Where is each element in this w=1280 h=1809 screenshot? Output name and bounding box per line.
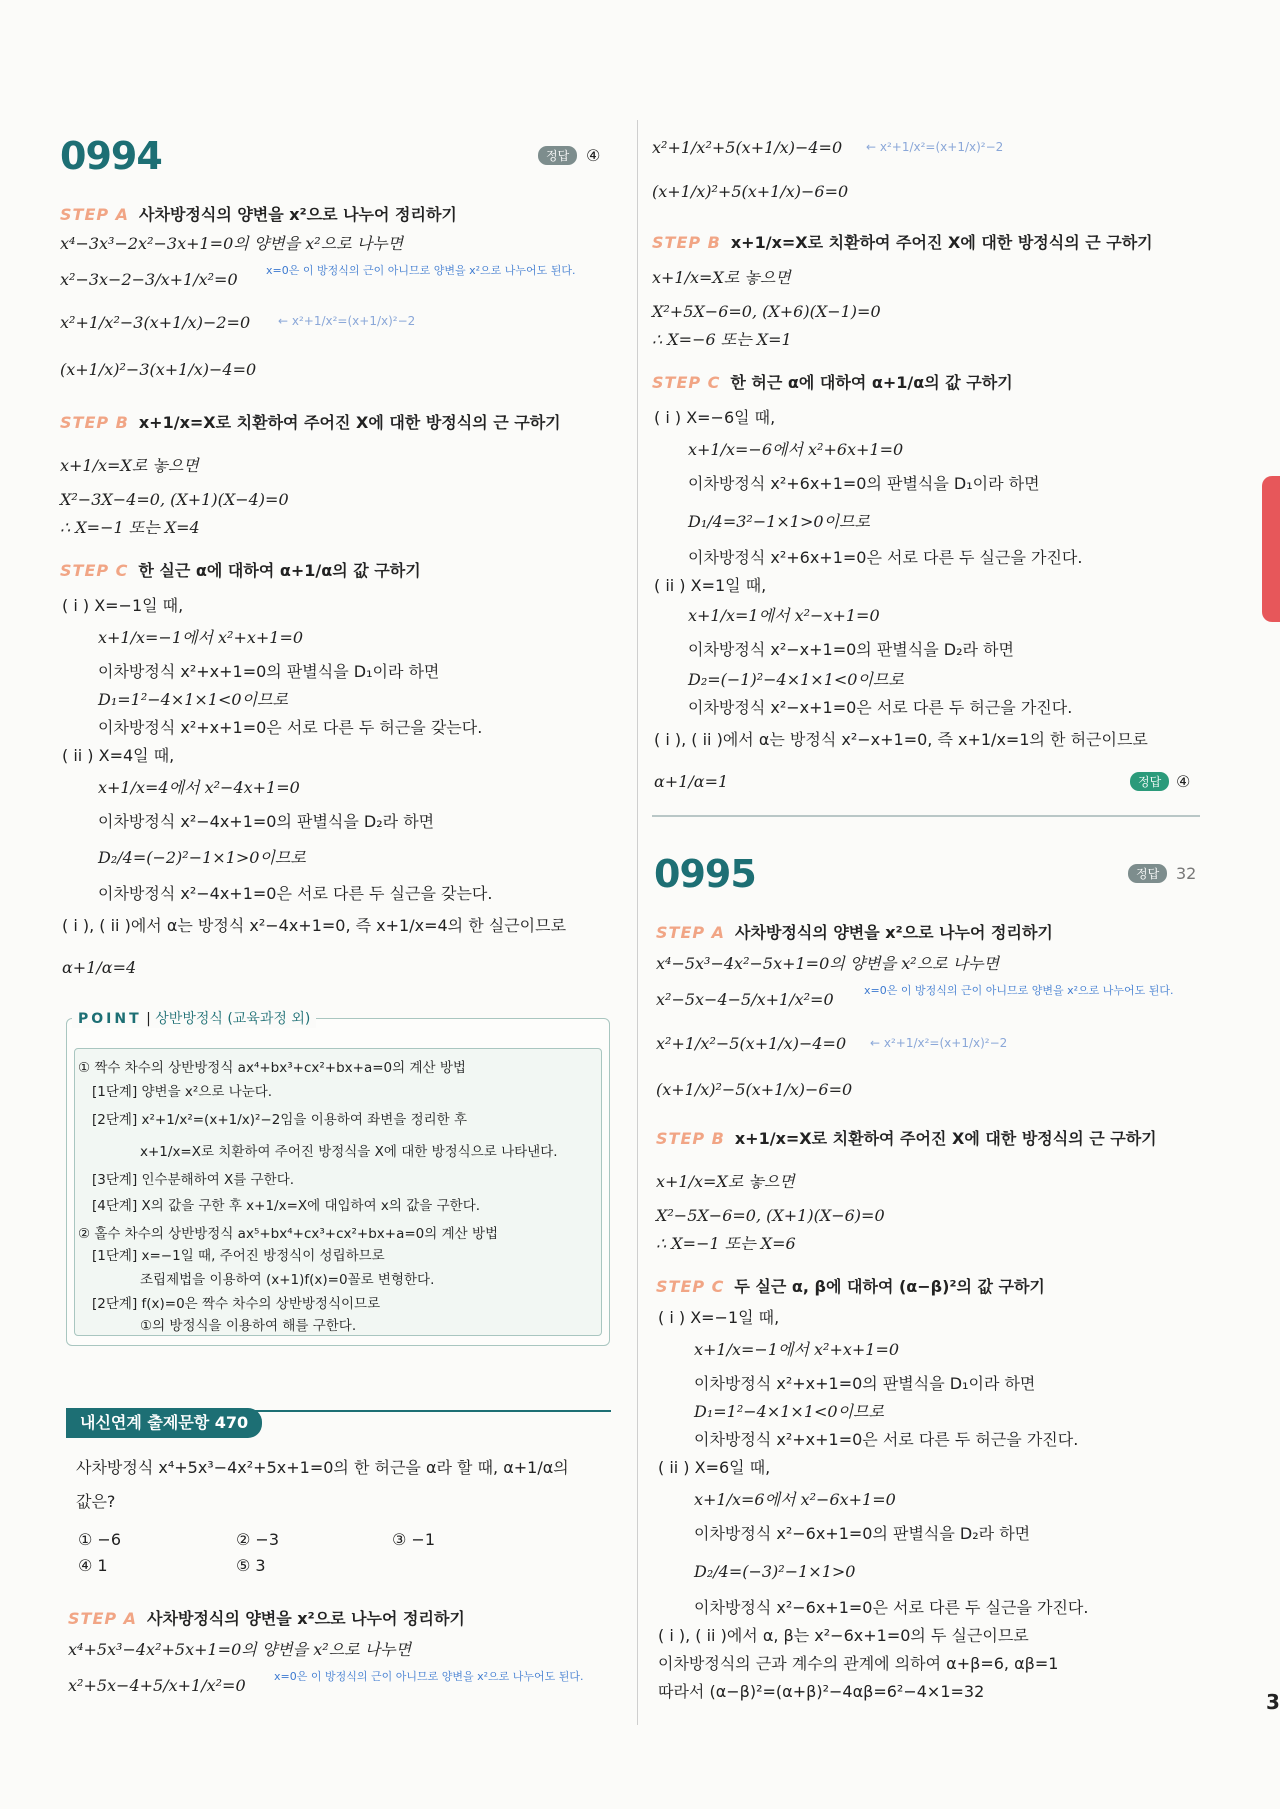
line: D₂/4=(−3)²−1×1>0 (694, 1562, 856, 1581)
point-line: [2단계] x²+1/x²=(x+1/x)²−2임을 이용하여 좌변을 정리한 후 (92, 1112, 468, 1128)
line: x+1/x=−6에서 x²+6x+1=0 (688, 440, 904, 459)
choice[interactable]: ⑤ 3 (236, 1556, 266, 1575)
line: 이차방정식 x²+6x+1=0은 서로 다른 두 실근을 가진다. (688, 548, 1083, 567)
line: 이차방정식 x²+x+1=0은 서로 다른 두 허근을 가진다. (694, 1430, 1079, 1449)
line: 따라서 (α−β)²=(α+β)²−4αβ=6²−4×1=32 (658, 1682, 985, 1701)
line: ( ii ) X=6일 때, (658, 1458, 771, 1477)
line: ( ii ) X=4일 때, (62, 746, 175, 765)
line: ( i ) X=−6일 때, (654, 408, 776, 427)
step-a-heading: STEP A 사차방정식의 양변을 x²으로 나누어 정리하기 (60, 205, 457, 224)
line: x+1/x=X로 놓으면 (652, 268, 791, 287)
line: x+1/x=1에서 x²−x+1=0 (688, 606, 880, 625)
line: x⁴−3x³−2x²−3x+1=0의 양변을 x²으로 나누면 (60, 234, 404, 253)
line: ∴ X=−6 또는 X=1 (652, 330, 792, 349)
naesin-label: 내신연계 출제문항 470 (66, 1408, 262, 1438)
point-line: [1단계] x=−1일 때, 주어진 방정식이 성립하므로 (92, 1248, 385, 1264)
point-line: ② 홀수 차수의 상반방정식 ax⁵+bx⁴+cx³+cx²+bx+a=0의 계산 방법 (78, 1226, 499, 1242)
note: x=0은 이 방정식의 근이 아니므로 양변을 x²으로 나누어도 된다. (864, 984, 1174, 997)
answer-value: ④ (586, 146, 601, 165)
line: (x+1/x)²−3(x+1/x)−4=0 (60, 360, 257, 379)
line: ( i ) X=−1일 때, (62, 596, 184, 615)
line: ∴ X=−1 또는 X=4 (60, 518, 200, 537)
point-line: [2단계] f(x)=0은 짝수 차수의 상반방정식이므로 (92, 1296, 381, 1312)
line: 이차방정식 x²−x+1=0은 서로 다른 두 허근을 가진다. (688, 698, 1073, 717)
line: ( ii ) X=1일 때, (654, 576, 767, 595)
point-line: [1단계] 양변을 x²으로 나눈다. (92, 1084, 273, 1100)
step-b-heading: STEP B x+1/x=X로 치환하여 주어진 X에 대한 방정식의 근 구하기 (656, 1129, 1157, 1148)
step-b-heading: STEP B x+1/x=X로 치환하여 주어진 X에 대한 방정식의 근 구하기 (60, 413, 561, 432)
step-c-heading: STEP C 두 실근 α, β에 대하여 (α−β)²의 값 구하기 (656, 1277, 1045, 1296)
line: 이차방정식 x²+x+1=0은 서로 다른 두 허근을 갖는다. (98, 718, 483, 737)
line: X²+5X−6=0, (X+6)(X−1)=0 (652, 302, 881, 321)
point-line: [3단계] 인수분해하여 X를 구한다. (92, 1172, 295, 1188)
line: X²−3X−4=0, (X+1)(X−4)=0 (60, 490, 289, 509)
choice[interactable]: ① −6 (78, 1530, 122, 1549)
line: ( i ) X=−1일 때, (658, 1308, 780, 1327)
line: ∴ X=−1 또는 X=6 (656, 1234, 796, 1253)
point-line: [4단계] X의 값을 구한 후 x+1/x=X에 대입하여 x의 값을 구한다. (92, 1198, 481, 1214)
hint: ← x²+1/x²=(x+1/x)²−2 (870, 1036, 1008, 1050)
line: 이차방정식 x²−4x+1=0의 판별식을 D₂라 하면 (98, 812, 435, 831)
choice[interactable]: ④ 1 (78, 1556, 108, 1575)
question-line: 값은? (76, 1492, 116, 1511)
step-a-heading: STEP A 사차방정식의 양변을 x²으로 나누어 정리하기 (656, 923, 1053, 942)
problem-number: 0994 (60, 134, 162, 178)
q-step-a-heading: STEP A 사차방정식의 양변을 x²으로 나누어 정리하기 (68, 1609, 465, 1628)
line: 이차방정식 x²−4x+1=0은 서로 다른 두 실근을 갖는다. (98, 884, 493, 903)
note: x=0은 이 방정식의 근이 아니므로 양변을 x²으로 나누어도 된다. (266, 264, 576, 277)
hint: ← x²+1/x²=(x+1/x)²−2 (866, 140, 1004, 154)
note: x=0은 이 방정식의 근이 아니므로 양변을 x²으로 나누어도 된다. (274, 1670, 584, 1683)
answer-badge: 정답 (1128, 864, 1167, 883)
line: ( i ), ( ii )에서 α는 방정식 x²−4x+1=0, 즉 x+1/x=4의 한 실근이므로 (62, 916, 567, 935)
line: 이차방정식 x²−x+1=0의 판별식을 D₂라 하면 (688, 640, 1014, 659)
line: x+1/x=6에서 x²−6x+1=0 (694, 1490, 896, 1509)
line: D₁=1²−4×1×1<0이므로 (98, 690, 288, 709)
page-number: 3 (1266, 1690, 1280, 1714)
point-line: x+1/x=X로 치환하여 주어진 방정식을 X에 대한 방정식으로 나타낸다. (140, 1144, 558, 1160)
point-line: 조립제법을 이용하여 (x+1)f(x)=0꼴로 변형한다. (140, 1272, 435, 1288)
line: α+1/α=1 (654, 772, 729, 791)
line: ( i ), ( ii )에서 α, β는 x²−6x+1=0의 두 실근이므로 (658, 1626, 1029, 1645)
line: 이차방정식 x²+x+1=0의 판별식을 D₁이라 하면 (694, 1374, 1036, 1393)
point-line: ①의 방정식을 이용하여 해를 구한다. (140, 1318, 357, 1334)
answer-badge: 정답 (1130, 772, 1169, 791)
line: x+1/x=X로 놓으면 (60, 456, 199, 475)
answer-value: 32 (1176, 864, 1197, 883)
line: x+1/x=−1에서 x²+x+1=0 (694, 1340, 900, 1359)
line: x²+5x−4+5/x+1/x²=0 (68, 1676, 246, 1695)
line: D₂/4=(−2)²−1×1>0이므로 (98, 848, 306, 867)
line: 이차방정식 x²+6x+1=0의 판별식을 D₁이라 하면 (688, 474, 1040, 493)
line: x²+1/x²−5(x+1/x)−4=0 (656, 1034, 847, 1053)
line: D₁=1²−4×1×1<0이므로 (694, 1402, 884, 1421)
problem-number: 0995 (654, 852, 756, 896)
line: x+1/x=4에서 x²−4x+1=0 (98, 778, 300, 797)
line: D₁/4=3²−1×1>0이므로 (688, 512, 870, 531)
section-rule (652, 815, 1200, 817)
line: x+1/x=−1에서 x²+x+1=0 (98, 628, 304, 647)
point-line: ① 짝수 차수의 상반방정식 ax⁴+bx³+cx²+bx+a=0의 계산 방법 (78, 1060, 466, 1076)
line: 이차방정식 x²−6x+1=0의 판별식을 D₂라 하면 (694, 1524, 1031, 1543)
column-divider (637, 120, 638, 1725)
line: α+1/α=4 (62, 958, 137, 977)
step-b-heading: STEP B x+1/x=X로 치환하여 주어진 X에 대한 방정식의 근 구하기 (652, 233, 1153, 252)
hint: ← x²+1/x²=(x+1/x)²−2 (278, 314, 416, 328)
line: X²−5X−6=0, (X+1)(X−6)=0 (656, 1206, 885, 1225)
question-line: 사차방정식 x⁴+5x³−4x²+5x+1=0의 한 허근을 α라 할 때, α+1/α의 (76, 1458, 569, 1477)
point-heading: POINT | 상반방정식 (교육과정 외) (72, 1008, 316, 1028)
chapter-side-tab (1262, 476, 1280, 622)
line: x²+1/x²−3(x+1/x)−2=0 (60, 313, 251, 332)
line: ( i ), ( ii )에서 α는 방정식 x²−x+1=0, 즉 x+1/x=1의 한 허근이므로 (654, 730, 1148, 749)
line: x²−5x−4−5/x+1/x²=0 (656, 990, 834, 1009)
step-c-heading: STEP C 한 실근 α에 대하여 α+1/α의 값 구하기 (60, 561, 421, 580)
line: 이차방정식의 근과 계수의 관계에 의하여 α+β=6, αβ=1 (658, 1654, 1059, 1673)
line: (x+1/x)²−5(x+1/x)−6=0 (656, 1080, 853, 1099)
line: x²−3x−2−3/x+1/x²=0 (60, 270, 238, 289)
line: x+1/x=X로 놓으면 (656, 1172, 795, 1191)
line: D₂=(−1)²−4×1×1<0이므로 (688, 670, 904, 689)
line: 이차방정식 x²+x+1=0의 판별식을 D₁이라 하면 (98, 662, 440, 681)
choice[interactable]: ③ −1 (392, 1530, 436, 1549)
line: 이차방정식 x²−6x+1=0은 서로 다른 두 실근을 가진다. (694, 1598, 1089, 1617)
step-c-heading: STEP C 한 허근 α에 대하여 α+1/α의 값 구하기 (652, 373, 1013, 392)
line: x⁴+5x³−4x²+5x+1=0의 양변을 x²으로 나누면 (68, 1640, 412, 1659)
line: x⁴−5x³−4x²−5x+1=0의 양변을 x²으로 나누면 (656, 954, 1000, 973)
line: (x+1/x)²+5(x+1/x)−6=0 (652, 182, 849, 201)
answer-value: ④ (1176, 772, 1191, 791)
choice[interactable]: ② −3 (236, 1530, 280, 1549)
line: x²+1/x²+5(x+1/x)−4=0 (652, 138, 843, 157)
answer-badge: 정답 (538, 146, 577, 165)
